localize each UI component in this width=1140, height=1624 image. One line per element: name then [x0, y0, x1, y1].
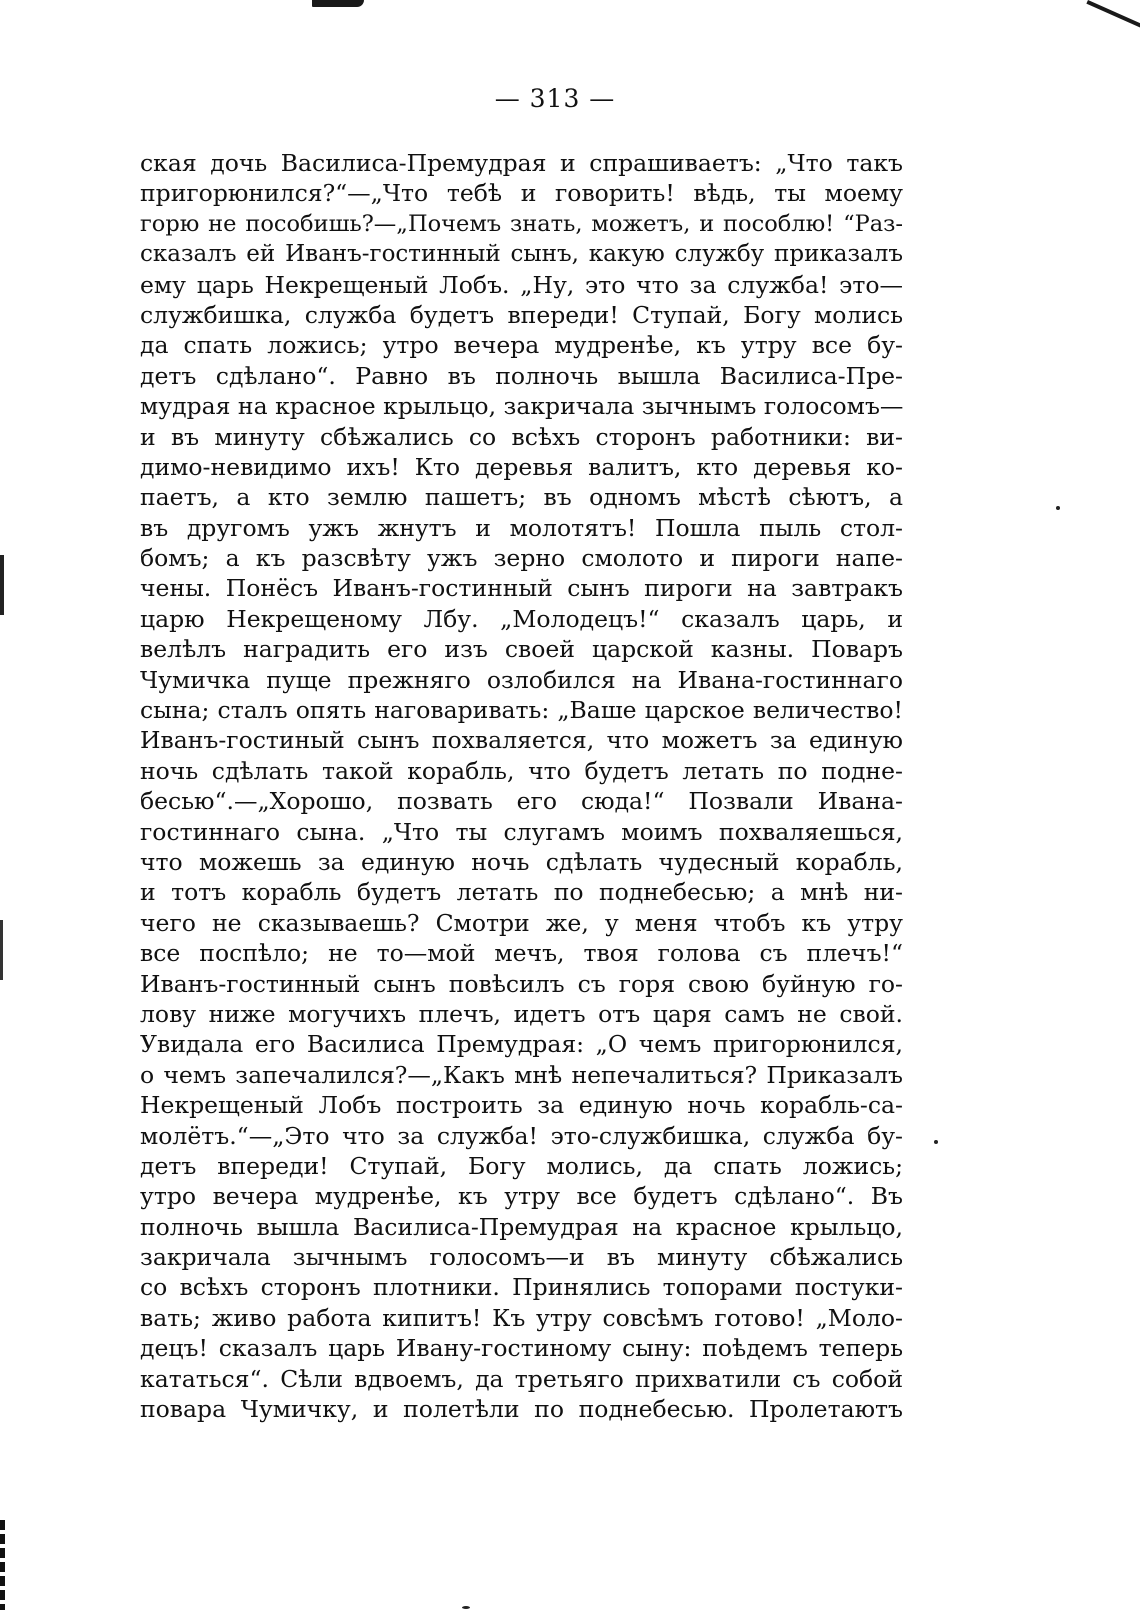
scan-artifact-top-left	[312, 0, 364, 7]
text-line: Чумичка пуще прежняго озлобился на Ивана-гостиннаго	[140, 665, 903, 694]
text-line: службишка, служба будетъ впереди! Ступай, Богу молись	[140, 300, 903, 329]
text-line: лову ниже могучихъ плечъ, идетъ отъ царя самъ не свой.	[140, 999, 903, 1028]
text-line: все поспѣло; не то—мой мечъ, твоя голова съ плечъ!“	[140, 939, 903, 968]
text-line: децъ! сказалъ царь Ивану-гостиному сыну: поѣдемъ теперь	[140, 1334, 903, 1363]
scan-artifact-left-edge	[0, 920, 3, 980]
text-line: Иванъ-гостиный сынъ похваляется, что можетъ за единую	[140, 726, 903, 755]
scan-speck	[1056, 506, 1060, 510]
text-line: вать; живо работа кипитъ! Къ утру совсѣмъ готово! „Моло-	[140, 1303, 903, 1332]
text-line: молётъ.“—„Это что за служба! это-службишка, служба бу-	[140, 1121, 903, 1150]
page-number: — 313 —	[494, 84, 616, 113]
text-line: и тотъ корабль будетъ летать по поднебесью; а мнѣ ни-	[140, 878, 903, 907]
text-line: пригорюнился?“—„Что тебѣ и говорить! вѣдь, ты моему	[140, 179, 903, 208]
text-line: о чемъ запечалился?—„Какъ мнѣ непечалиться? Приказалъ	[140, 1060, 903, 1089]
text-line: бесью“.—„Хорошо, позвать его сюда!“ Позвали Ивана-	[140, 787, 903, 816]
text-line: да спать ложись; утро вечера мудренѣе, къ утру все бу-	[140, 331, 903, 360]
text-line: утро вечера мудренѣе, къ утру все будетъ сдѣлано“. Въ	[140, 1182, 903, 1211]
text-line: ночь сдѣлать такой корабль, что будетъ летать по подне-	[140, 756, 903, 785]
text-line: что можешь за единую ночь сдѣлать чудесный корабль,	[140, 847, 903, 876]
text-line: и въ минуту сбѣжались со всѣхъ сторонъ работники: ви-	[140, 422, 903, 451]
text-line: мудрая на красное крыльцо, закричала зычнымъ голосомъ—	[140, 392, 904, 421]
text-line: закричала зычнымъ голосомъ—и въ минуту сбѣжались	[140, 1243, 903, 1272]
text-line: ему царь Некрещеный Лобъ. „Ну, это что за служба! это—	[140, 270, 903, 299]
text-line: чены. Понёсъ Иванъ-гостинный сынъ пироги на завтракъ	[140, 574, 903, 603]
scan-speck	[462, 1606, 470, 1609]
scan-artifact-top-right	[1074, 0, 1140, 55]
text-line: горю не пособишь?—„Почемъ знать, можетъ, и пособлю! “Раз-	[140, 210, 903, 237]
text-line: повара Чумичку, и полетѣли по поднебесью. Пролетаютъ	[140, 1395, 903, 1424]
text-line: въ другомъ ужъ жнутъ и молотятъ! Пошла пыль стол-	[140, 513, 903, 542]
body-text	[140, 148, 903, 1424]
text-line: бомъ; а къ разсвѣту ужъ зерно смолото и пироги напе-	[140, 544, 903, 573]
text-line: велѣлъ наградить его изъ своей царской казны. Поваръ	[140, 635, 903, 664]
text-line: Некрещеный Лобъ построить за единую ночь корабль-са-	[140, 1091, 903, 1120]
scan-speck	[934, 1140, 938, 1144]
scan-artifact-left-edge	[0, 555, 4, 615]
text-line: гостиннаго сына. „Что ты слугамъ моимъ похваляешься,	[140, 817, 903, 846]
text-line: полночь вышла Василиса-Премудрая на красное крыльцо,	[140, 1212, 903, 1241]
text-line: детъ впереди! Ступай, Богу молись, да спать ложись;	[140, 1151, 903, 1180]
text-line: Увидала его Василиса Премудрая: „О чемъ пригорюнился,	[140, 1030, 903, 1059]
text-line: Иванъ-гостинный сынъ повѣсилъ съ горя свою буйную го-	[140, 969, 903, 998]
text-line: со всѣхъ сторонъ плотники. Принялись топорами постуки-	[140, 1273, 903, 1302]
scan-artifact-left-edge	[0, 1520, 5, 1610]
text-line: кататься“. Сѣли вдвоемъ, да третьяго прихватили съ собой	[140, 1364, 903, 1393]
text-line: сказалъ ей Иванъ-гостинный сынъ, какую службу приказалъ	[140, 241, 903, 268]
text-line: ская дочь Василиса-Премудрая и спрашиваетъ: „Что такъ	[140, 149, 903, 177]
text-line: димо-невидимо ихъ! Кто деревья валитъ, кто деревья ко-	[140, 452, 903, 481]
text-line: чего не сказываешь? Смотри же, у меня чтобъ къ утру	[140, 908, 903, 937]
text-line: сына; сталъ опять наговаривать: „Ваше царское величество!	[140, 696, 903, 725]
text-line: паетъ, а кто землю пашетъ; въ одномъ мѣстѣ сѣютъ, а	[140, 483, 903, 512]
text-line: детъ сдѣлано“. Равно въ полночь вышла Василиса-Пре-	[140, 361, 903, 390]
text-line: царю Некрещеному Лбу. „Молодецъ!“ сказалъ царь, и	[140, 604, 903, 633]
